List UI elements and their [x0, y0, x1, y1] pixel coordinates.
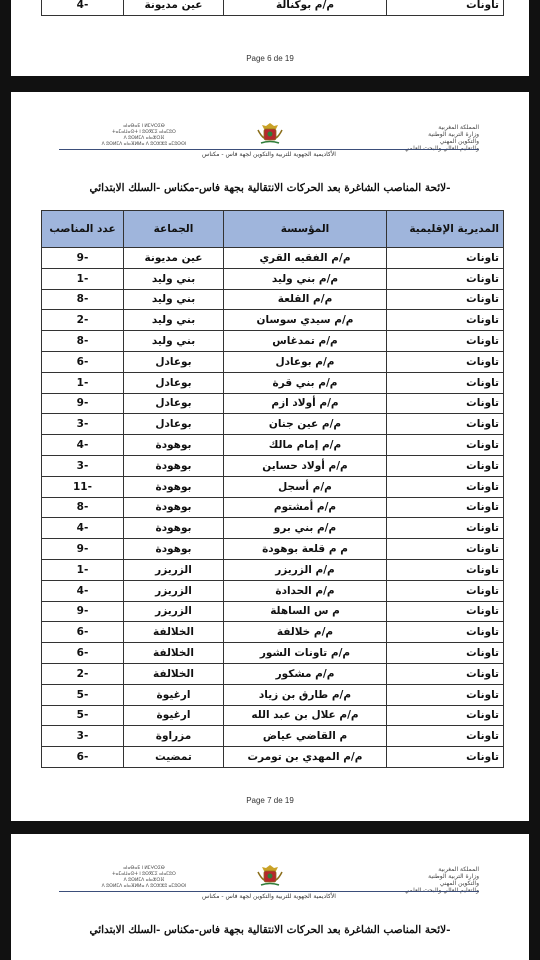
table-row — [42, 497, 504, 518]
commune-cell: عين مديونة — [124, 248, 224, 269]
table-row — [42, 622, 504, 643]
directorate-cell: تاونات — [387, 497, 504, 518]
count-cell: 4- — [42, 0, 124, 15]
institution-cell: م/م أسجل — [224, 476, 387, 497]
directorate-cell: تاونات — [387, 705, 504, 726]
directorate-cell: تاونات — [387, 331, 504, 352]
institution-cell: م/م علال بن عبد الله — [224, 705, 387, 726]
institution-cell: م/م أمشتوم — [224, 497, 387, 518]
table-row — [42, 310, 504, 331]
directorate-cell: تاونات — [387, 393, 504, 414]
directorate-cell: تاونات — [387, 747, 504, 768]
institution-cell: م/م أولاد ازم — [224, 393, 387, 414]
page-header — [59, 120, 479, 160]
document-title: لائحة المناصب الشاغرة بعد الحركات الانتقالية بجهة فاس-مكناس -السلك الابتدائي- — [89, 182, 451, 194]
count-cell: 1- — [42, 372, 124, 393]
table-row — [42, 414, 504, 435]
page-header — [59, 862, 479, 902]
commune-cell: بني وليد — [124, 310, 224, 331]
institution-cell: م/م بوعادل — [224, 351, 387, 372]
institution-cell: م/م بني وليد — [224, 268, 387, 289]
directorate-cell: تاونات — [387, 726, 504, 747]
commune-cell: الخلالفة — [124, 643, 224, 664]
institution-cell: م/م بني برو — [224, 518, 387, 539]
count-cell: 6- — [42, 351, 124, 372]
directorate-cell: تاونات — [387, 310, 504, 331]
institution-cell: م/م خلالفة — [224, 622, 387, 643]
commune-cell: الخلالفة — [124, 622, 224, 643]
count-cell: 8- — [42, 289, 124, 310]
count-cell: 6- — [42, 622, 124, 643]
header-divider — [59, 891, 479, 892]
table-header-row — [42, 211, 504, 248]
count-cell: 9- — [42, 601, 124, 622]
commune-cell: الزريزر — [124, 580, 224, 601]
institution-cell: م/م أولاد حساين — [224, 455, 387, 476]
page-number: Page 7 de 19 — [246, 796, 294, 805]
directorate-cell: تاونات — [387, 289, 504, 310]
count-cell: 5- — [42, 705, 124, 726]
commune-cell: تمضيت — [124, 747, 224, 768]
count-cell: 9- — [42, 248, 124, 269]
column-header-commune: الجماعة — [124, 211, 224, 248]
directorate-cell: تاونات — [387, 351, 504, 372]
arabic-ministry-text: المملكة المغربية وزارة التربية الوطنية والتكوين المهني والتعليم العالي والبحث العلمي — [404, 866, 479, 894]
directorate-cell: تاونات — [387, 601, 504, 622]
institution-cell: م/م مشكور — [224, 663, 387, 684]
document-page-8 — [11, 834, 529, 960]
table-body — [42, 248, 504, 768]
table-row — [42, 0, 504, 15]
directorate-cell: تاونات — [387, 0, 504, 15]
institution-cell: م/م تاونات الشور — [224, 643, 387, 664]
table-row — [42, 663, 504, 684]
table-row — [42, 726, 504, 747]
header-divider — [59, 149, 479, 150]
table-row — [42, 351, 504, 372]
table-row — [42, 289, 504, 310]
commune-cell: بوعادل — [124, 351, 224, 372]
table-row — [42, 705, 504, 726]
directorate-cell: تاونات — [387, 539, 504, 560]
column-header-institution: المؤسسة — [224, 211, 387, 248]
institution-cell: م م قلعة بوهودة — [224, 539, 387, 560]
directorate-cell: تاونات — [387, 435, 504, 456]
commune-cell: بوهودة — [124, 518, 224, 539]
directorate-cell: تاونات — [387, 248, 504, 269]
count-cell: 2- — [42, 663, 124, 684]
institution-cell: م/م الفقيه القري — [224, 248, 387, 269]
table-row — [42, 435, 504, 456]
directorate-cell: تاونات — [387, 684, 504, 705]
count-cell: 5- — [42, 684, 124, 705]
institution-cell: م/م بني قرة — [224, 372, 387, 393]
positions-table-tail — [41, 0, 504, 16]
table-row — [42, 372, 504, 393]
directorate-cell: تاونات — [387, 372, 504, 393]
table-row — [42, 643, 504, 664]
count-cell: 3- — [42, 726, 124, 747]
table-row — [42, 393, 504, 414]
table-row — [42, 580, 504, 601]
institution-cell: م/م المهدي بن تومرت — [224, 747, 387, 768]
directorate-cell: تاونات — [387, 580, 504, 601]
academy-name: الأكاديمية الجهوية للتربية والتكوين لجهة فاس - مكناس — [202, 893, 336, 900]
institution-cell: م/م القلعة — [224, 289, 387, 310]
table-row — [42, 559, 504, 580]
academy-name: الأكاديمية الجهوية للتربية والتكوين لجهة فاس - مكناس — [202, 151, 336, 158]
commune-cell: الزريزر — [124, 559, 224, 580]
institution-cell: م القاضي عياض — [224, 726, 387, 747]
commune-cell: بني وليد — [124, 268, 224, 289]
institution-cell: م/م طارق بن زياد — [224, 684, 387, 705]
commune-cell: ارغيوة — [124, 705, 224, 726]
commune-cell: بني وليد — [124, 289, 224, 310]
moroccan-emblem-icon — [255, 122, 285, 146]
commune-cell: بوهودة — [124, 497, 224, 518]
count-cell: 1- — [42, 559, 124, 580]
institution-cell: م/م عين جنان — [224, 414, 387, 435]
document-page-7 — [11, 92, 529, 821]
count-cell: 9- — [42, 539, 124, 560]
commune-cell: بوهودة — [124, 476, 224, 497]
tifinagh-ministry-text: ⴰⵏⴰⴱⴰⴹ ⵏ ⵍⵎⵖⵔⵉⴱ ⵜⴰⵎⴰⵡⴰⵙⵜ ⵏ ⵓⵙⴳⵎⵉ ⴰⵏⴰⵎⵓⵔ ⴷ ⵓⵙⵍⵎⴷ ⴰⵏⴰⵣⵔⴼ ⴷ ⵓⵙⵍⵎⴷ ⴰⵏⴰⴼⵍⵍⴰ ⴷ ⵓⵔⵣⵣⵓ ⴰⵎⵓⵙⵙⵏ — [101, 124, 187, 147]
table-row — [42, 518, 504, 539]
table-row — [42, 684, 504, 705]
document-title: لائحة المناصب الشاغرة بعد الحركات الانتقالية بجهة فاس-مكناس -السلك الابتدائي- — [89, 924, 451, 936]
count-cell: 9- — [42, 393, 124, 414]
count-cell: 6- — [42, 643, 124, 664]
commune-cell: بوعادل — [124, 414, 224, 435]
institution-cell: م/م سيدي سوسان — [224, 310, 387, 331]
count-cell: 6- — [42, 747, 124, 768]
directorate-cell: تاونات — [387, 268, 504, 289]
count-cell: 1- — [42, 268, 124, 289]
count-cell: 3- — [42, 414, 124, 435]
column-header-count: عدد المناصب — [42, 211, 124, 248]
table-row — [42, 248, 504, 269]
count-cell: 4- — [42, 518, 124, 539]
commune-cell: بوهودة — [124, 539, 224, 560]
commune-cell: بوعادل — [124, 372, 224, 393]
count-cell: 4- — [42, 580, 124, 601]
commune-cell: ارغيوة — [124, 684, 224, 705]
directorate-cell: تاونات — [387, 455, 504, 476]
arabic-ministry-text: المملكة المغربية وزارة التربية الوطنية والتكوين المهني والتعليم العالي والبحث العلمي — [404, 124, 479, 152]
page-number: Page 6 de 19 — [246, 54, 294, 63]
table-row — [42, 747, 504, 768]
table-row — [42, 601, 504, 622]
directorate-cell: تاونات — [387, 622, 504, 643]
commune-cell: بوهودة — [124, 435, 224, 456]
positions-table — [41, 210, 504, 768]
commune-cell: بوهودة — [124, 455, 224, 476]
table-row — [42, 476, 504, 497]
count-cell: 11- — [42, 476, 124, 497]
commune-cell: عين مديونة — [124, 0, 224, 15]
institution-cell: م س الساهلة — [224, 601, 387, 622]
commune-cell: بوعادل — [124, 393, 224, 414]
commune-cell: بني وليد — [124, 331, 224, 352]
table-row — [42, 455, 504, 476]
institution-cell: م/م إمام مالك — [224, 435, 387, 456]
table-row — [42, 331, 504, 352]
document-page-6 — [11, 0, 529, 76]
count-cell: 2- — [42, 310, 124, 331]
institution-cell: م/م الحدادة — [224, 580, 387, 601]
directorate-cell: تاونات — [387, 663, 504, 684]
institution-cell: م/م بوكنالة — [224, 0, 387, 15]
count-cell: 3- — [42, 455, 124, 476]
institution-cell: م/م تمدغاس — [224, 331, 387, 352]
count-cell: 8- — [42, 331, 124, 352]
table-row — [42, 268, 504, 289]
commune-cell: الزريزر — [124, 601, 224, 622]
count-cell: 8- — [42, 497, 124, 518]
directorate-cell: تاونات — [387, 414, 504, 435]
commune-cell: الخلالفة — [124, 663, 224, 684]
directorate-cell: تاونات — [387, 643, 504, 664]
directorate-cell: تاونات — [387, 559, 504, 580]
count-cell: 4- — [42, 435, 124, 456]
tifinagh-ministry-text: ⴰⵏⴰⴱⴰⴹ ⵏ ⵍⵎⵖⵔⵉⴱ ⵜⴰⵎⴰⵡⴰⵙⵜ ⵏ ⵓⵙⴳⵎⵉ ⴰⵏⴰⵎⵓⵔ ⴷ ⵓⵙⵍⵎⴷ ⴰⵏⴰⵣⵔⴼ ⴷ ⵓⵙⵍⵎⴷ ⴰⵏⴰⴼⵍⵍⴰ ⴷ ⵓⵔⵣⵣⵓ ⴰⵎⵓⵙⵙⵏ — [101, 866, 187, 889]
column-header-directorate: المديرية الإقليمية — [387, 211, 504, 248]
directorate-cell: تاونات — [387, 476, 504, 497]
table-row — [42, 539, 504, 560]
institution-cell: م/م الزريزر — [224, 559, 387, 580]
commune-cell: مزراوة — [124, 726, 224, 747]
directorate-cell: تاونات — [387, 518, 504, 539]
moroccan-emblem-icon — [255, 864, 285, 888]
